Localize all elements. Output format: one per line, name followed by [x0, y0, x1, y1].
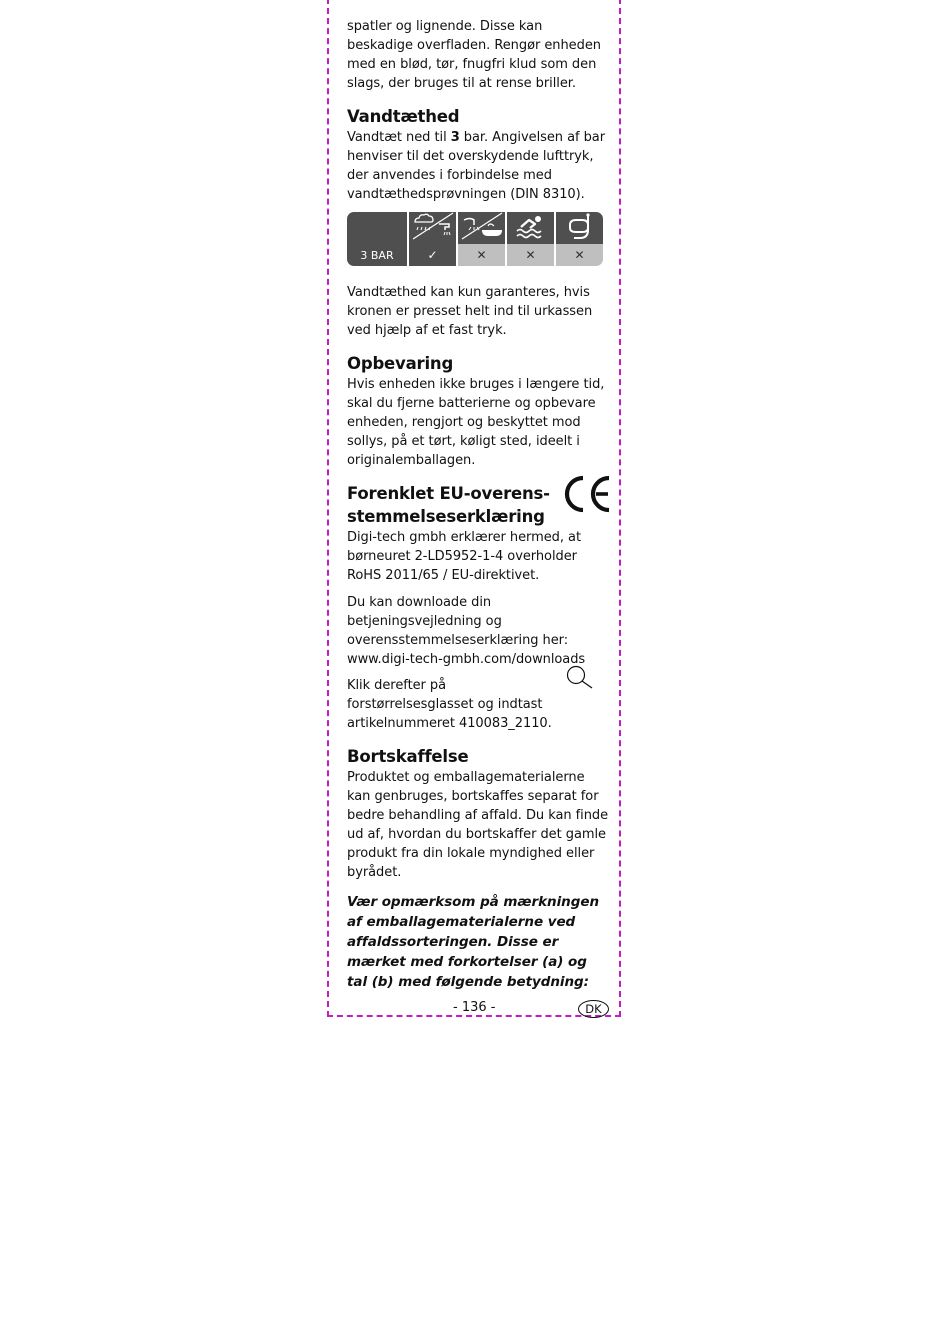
- swimming-icon: [507, 212, 554, 244]
- storage-heading: Opbevaring: [347, 354, 454, 373]
- water-paragraph: [347, 128, 609, 204]
- eu-declaration: Digi-tech gmbh erklærer hermed, at børneuret 2-LD5952-1-4 overholder RoHS 2011/65 / EU-direktivet.: [347, 530, 582, 583]
- storage-paragraph: Hvis enheden ikke bruges i længere tid, skal du fjerne batterierne og opbevare enheden, rengjort og beskyttet mod sollys, på et tørt, køligt sted, ideelt i originalemballagen.: [347, 377, 605, 468]
- download-paragraph: [347, 593, 609, 669]
- page-number: - 136 -: [453, 1000, 496, 1015]
- ce-mark-logo: [563, 474, 613, 518]
- snorkel-diving-icon: [556, 212, 603, 244]
- page-footer: [347, 1000, 609, 1022]
- shower-mark: ✕: [458, 244, 505, 266]
- intro-paragraph: spatler og lignende. Disse kan beskadige overfladen. Rengør enheden med en blød, tør, fnugfri klud som den slags, der bruges til at rense briller.: [347, 19, 601, 91]
- eu-heading-line2: stemmelseserklæring: [347, 507, 545, 526]
- download-text: Du kan downloade din betjeningsvejledning og overensstemmelseserklæring her:: [347, 595, 569, 648]
- shower-bath-icon: [458, 212, 505, 244]
- country-badge: DK: [578, 1000, 609, 1018]
- water-note: Vandtæthed kan kun garanteres, hvis kronen er presset helt ind til urkassen ved hjælp af et fast tryk.: [347, 285, 593, 338]
- eu-heading-line1: Forenklet EU-overens-: [347, 484, 550, 503]
- water-heading: Vandtæthed: [347, 107, 460, 126]
- disposal-heading: Bortskaffelse: [347, 747, 469, 766]
- swimming-mark: ✕: [507, 244, 554, 266]
- water-text-before: Vandtæt ned til: [347, 130, 451, 145]
- page-content: [347, 17, 609, 1022]
- diving-mark: ✕: [556, 244, 603, 266]
- search-instruction: Klik derefter på forstørrelsesglasset og indtast artikelnummeret 410083_2110.: [347, 678, 552, 731]
- disposal-paragraph: Produktet og emballagematerialerne kan genbruges, bortskaffes separat for bedre behandling af affald. Du kan finde ud af, hvordan du bortskaffer det gamle produkt fra din lokale myndighed eller byrådet.: [347, 770, 609, 880]
- water-text-after: bar. Angivelsen af bar henviser til det overskydende lufttryk, der anvendes i forbindelse med vandtæthedsprøvningen (DIN 8310).: [347, 130, 606, 202]
- rating-label: 3 BAR: [347, 244, 407, 266]
- rain-splash-icon: [409, 212, 456, 244]
- manual-page: [327, 0, 621, 1017]
- magnifier-icon: [565, 665, 595, 695]
- disposal-note: Vær opmærksom på mærkningen af emballagematerialerne ved affaldssorteringen. Disse er mærket med forkortelser (a) og tal (b) med følgende betydning:: [347, 894, 600, 990]
- download-url: www.digi-tech-gmbh.com/downloads: [347, 652, 586, 667]
- rain-mark: ✓: [409, 244, 456, 266]
- search-block: [347, 676, 609, 733]
- bar-value: 3: [450, 130, 460, 145]
- table-corner-cell: [347, 212, 407, 244]
- water-resistance-table: [345, 212, 605, 266]
- eu-section: [347, 482, 609, 528]
